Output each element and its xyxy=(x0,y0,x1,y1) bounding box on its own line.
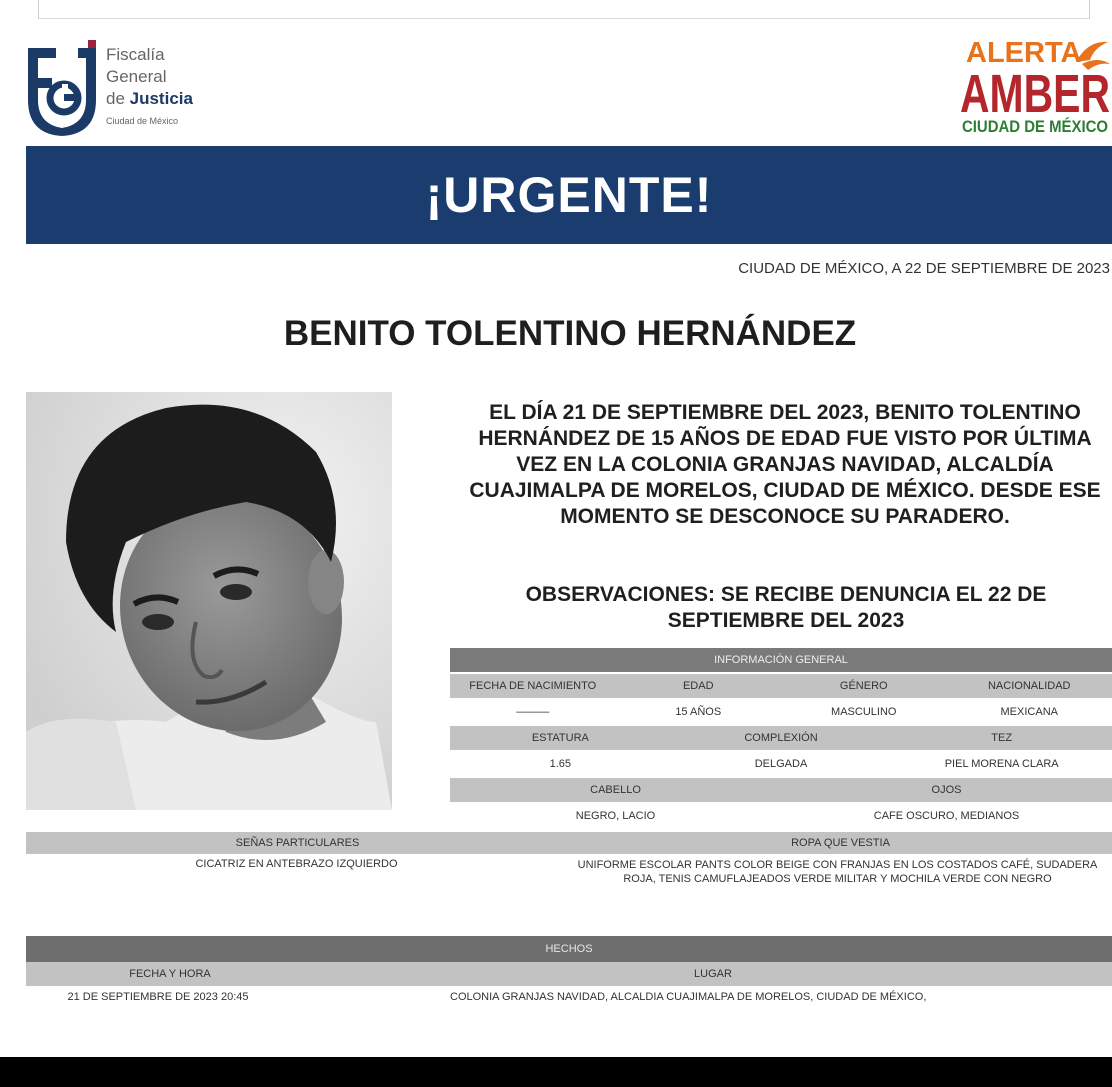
label-fecha-nacimiento: FECHA DE NACIMIENTO xyxy=(469,680,597,692)
label-fecha-hora: FECHA Y HORA xyxy=(129,968,211,980)
value-fecha-hora: 21 DE SEPTIEMBRE DE 2023 20:45 xyxy=(67,991,249,1003)
hechos-header xyxy=(26,936,1112,962)
general-info-header xyxy=(450,648,1112,672)
hechos-values xyxy=(26,988,1112,1006)
value-tez: PIEL MORENA CLARA xyxy=(944,758,1059,770)
agency-line-2: General xyxy=(106,67,167,86)
general-info-row2-values xyxy=(450,752,1112,776)
value-complexion: DELGADA xyxy=(754,758,808,770)
hechos-title: HECHOS xyxy=(545,943,593,955)
person-name: BENITO TOLENTINO HERNÁNDEZ xyxy=(283,314,857,353)
value-fecha-nacimiento: ——— xyxy=(516,706,550,718)
person-photo-image xyxy=(26,392,392,810)
label-cabello: CABELLO xyxy=(590,784,641,796)
amber-line-2: AMBER xyxy=(960,64,1110,124)
agency-name xyxy=(106,44,193,128)
value-lugar: COLONIA GRANJAS NAVIDAD, ALCALDIA CUAJIMALPA DE MORELOS, CIUDAD DE MÉXICO, xyxy=(450,991,927,1003)
features-values xyxy=(26,856,1112,902)
banner-title: ¡URGENTE! xyxy=(425,167,713,223)
alerta-amber-logo xyxy=(958,34,1112,138)
label-genero: GÉNERO xyxy=(839,680,888,692)
top-frame xyxy=(38,0,1090,19)
value-estatura: 1.65 xyxy=(549,758,572,770)
label-senas-particulares: SEÑAS PARTICULARES xyxy=(235,837,360,849)
agency-line-3 xyxy=(106,88,193,110)
general-info-title: INFORMACIÓN GENERAL xyxy=(714,654,848,666)
value-ropa-que-vestia: UNIFORME ESCOLAR PANTS COLOR BEIGE CON FRANJAS EN LOS COSTADOS CAFÉ, SUDADERA ROJA, TENIS CAMUFLAJEADOS VERDE MILITAR Y MOCHILA VERDE CON NEGRO xyxy=(577,859,1098,885)
value-cabello: NEGRO, LACIO xyxy=(575,810,656,822)
urgent-banner xyxy=(26,146,1112,244)
hechos-headers xyxy=(26,962,1112,986)
agency-line-1: Fiscalía xyxy=(106,45,165,64)
label-ropa-que-vestia: ROPA QUE VESTIA xyxy=(791,837,890,849)
fgj-emblem-icon xyxy=(26,40,106,136)
general-info-row1-values xyxy=(450,700,1112,724)
date-line: CIUDAD DE MÉXICO, A 22 DE SEPTIEMBRE DE 2023 xyxy=(738,260,1110,277)
label-estatura: ESTATURA xyxy=(531,732,589,744)
general-info-row3-headers xyxy=(450,778,1112,802)
value-nacionalidad: MEXICANA xyxy=(1000,706,1058,718)
description-text: EL DÍA 21 DE SEPTIEMBRE DEL 2023, BENITO TOLENTINO HERNÁNDEZ DE 15 AÑOS DE EDAD FUE VISTO POR ÚLTIMA VEZ EN LA COLONIA GRANJAS NAVIDAD, ALCALDÍA CUAJIMALPA DE MORELOS, CIUDAD DE MÉXICO. DESDE ESE MOMENTO SE DESCONOCE SU PARADERO. xyxy=(469,401,1101,528)
value-senas-particulares: CICATRIZ EN ANTEBRAZO IZQUIERDO xyxy=(195,858,398,870)
amber-line-1: ALERTA xyxy=(966,37,1082,69)
agency-city: Ciudad de México xyxy=(106,116,179,126)
label-tez: TEZ xyxy=(991,732,1013,744)
value-ojos: CAFE OSCURO, MEDIANOS xyxy=(873,810,1020,822)
agency-line-3-bold: Justicia xyxy=(129,89,193,108)
label-lugar: LUGAR xyxy=(694,968,732,980)
features-headers xyxy=(26,832,1112,854)
amber-line-3: CIUDAD DE MÉXICO xyxy=(962,117,1108,136)
top-strip xyxy=(0,0,1112,20)
value-edad: 15 AÑOS xyxy=(675,706,722,718)
agency-line-3-pre: de xyxy=(106,89,130,108)
label-ojos: OJOS xyxy=(931,784,962,796)
person-photo xyxy=(26,392,392,810)
value-genero: MASCULINO xyxy=(831,706,897,718)
label-nacionalidad: NACIONALIDAD xyxy=(987,680,1071,692)
label-edad: EDAD xyxy=(682,680,714,692)
bottom-black-bar xyxy=(0,1057,1112,1087)
general-info-row1-headers xyxy=(450,674,1112,698)
observations-text: OBSERVACIONES: SE RECIBE DENUNCIA EL 22 DE SEPTIEMBRE DEL 2023 xyxy=(525,583,1047,632)
general-info-row3-values xyxy=(450,804,1112,828)
general-info-row2-headers xyxy=(450,726,1112,750)
label-complexion: COMPLEXIÓN xyxy=(744,732,818,744)
amber-logo-graphic xyxy=(958,34,1112,138)
